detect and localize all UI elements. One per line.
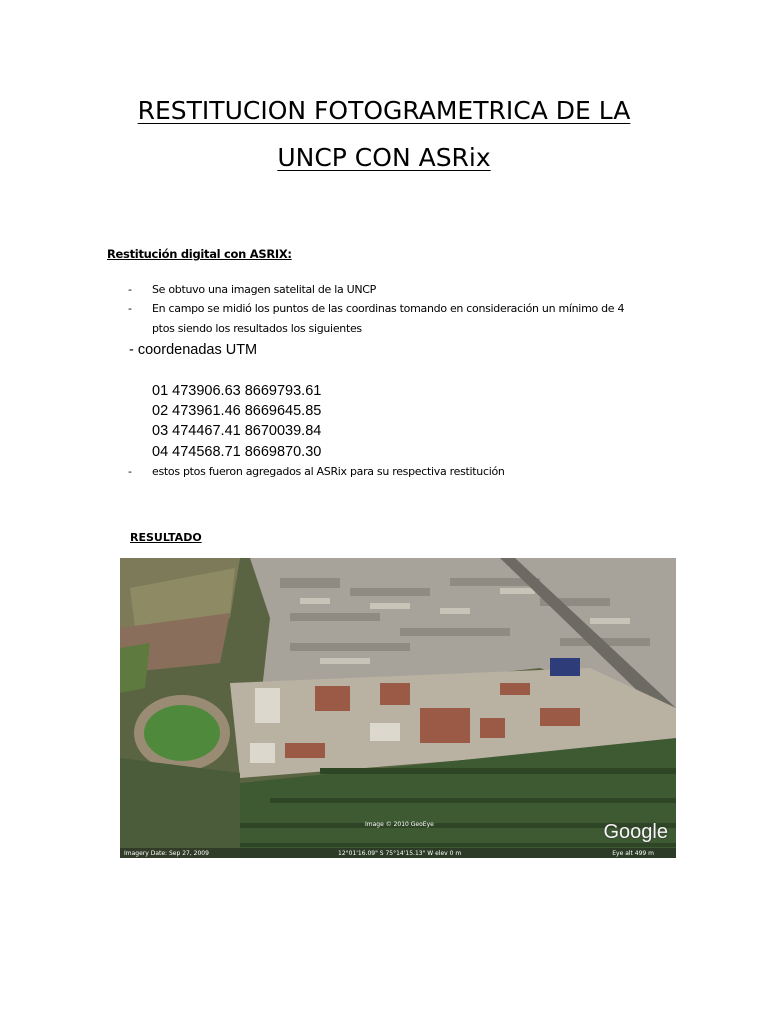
bullet-dash: - xyxy=(128,465,132,478)
section-heading: Restitución digital con ASRIX: xyxy=(107,247,292,261)
coordinate-row: 03 474467.41 8670039.84 xyxy=(152,423,322,439)
bullet-dash: - xyxy=(128,302,132,315)
satellite-image xyxy=(120,558,676,858)
result-heading: RESULTADO xyxy=(130,531,202,544)
page-title-line-2: UNCP CON ASRix xyxy=(277,143,491,172)
imagery-date-label: Imagery Date: Sep 27, 2009 xyxy=(124,850,209,857)
bullet-text: En campo se midió los puntos de las coordinas tomando en consideración un mínimo de 4 xyxy=(152,302,625,315)
utm-label: - coordenadas UTM xyxy=(129,342,258,358)
bullet-text: Se obtuvo una imagen satelital de la UNCP xyxy=(152,283,376,296)
coordinate-row: 04 474568.71 8669870.30 xyxy=(152,444,322,460)
coordinates-readout: 12°01'16.09" S 75°14'15.13" W elev 0 m xyxy=(338,850,462,857)
eye-alt-readout: Eye alt 499 m xyxy=(612,850,654,857)
page-title-line-1: RESTITUCION FOTOGRAMETRICA DE LA xyxy=(137,96,631,125)
copyright-label: Image © 2010 GeoEye xyxy=(365,821,434,828)
bullet-text: ptos siendo los resultados los siguientes xyxy=(152,322,362,335)
bullet-dash: - xyxy=(128,283,132,296)
google-logo: Google xyxy=(603,821,668,843)
satellite-image-drawing xyxy=(120,558,676,858)
coordinate-row: 02 473961.46 8669645.85 xyxy=(152,403,322,419)
coordinate-row: 01 473906.63 8669793.61 xyxy=(152,383,322,399)
bullet-text: estos ptos fueron agregados al ASRix para su respectiva restitución xyxy=(152,465,505,478)
